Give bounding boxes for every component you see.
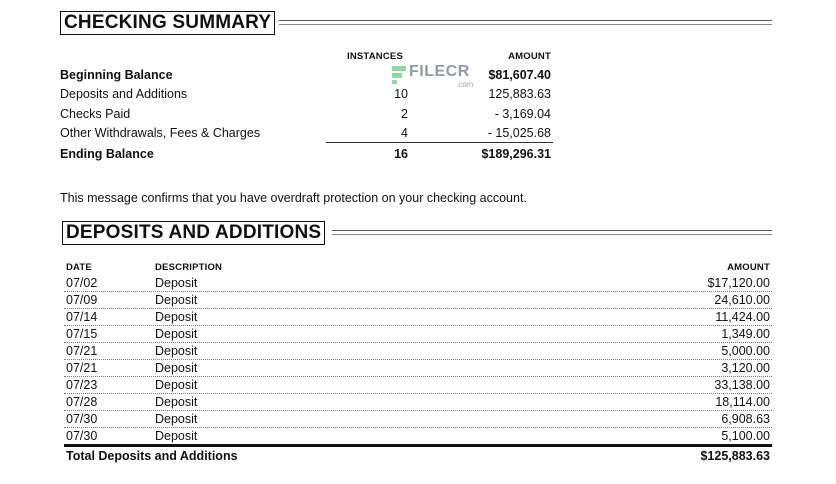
deposit-date: 07/30 <box>66 412 98 426</box>
deposit-amount: 6,908.63 <box>721 412 770 426</box>
summary-instances-deposits: 10 <box>394 87 408 101</box>
deposit-amount: 33,138.00 <box>714 378 770 392</box>
deposits-title-rule-top <box>332 230 772 231</box>
deposits-total-rule <box>64 444 772 447</box>
table-row <box>64 309 772 326</box>
deposit-date: 07/30 <box>66 429 98 443</box>
deposit-amount: 5,000.00 <box>721 344 770 358</box>
col-date-header: DATE <box>66 262 92 273</box>
deposit-description: Deposit <box>155 412 198 426</box>
summary-amount-ending: $189,296.31 <box>481 147 551 161</box>
deposit-date: 07/09 <box>66 293 98 307</box>
deposit-amount: 3,120.00 <box>721 361 770 375</box>
col-amount-header: AMOUNT <box>508 51 551 62</box>
table-row <box>64 326 772 343</box>
deposit-date: 07/15 <box>66 327 98 341</box>
table-row <box>64 275 772 292</box>
col-description-header: DESCRIPTION <box>155 262 223 273</box>
deposit-amount: 24,610.00 <box>714 293 770 307</box>
summary-instances-withdrawals: 4 <box>401 126 408 140</box>
title-rule-top <box>279 20 772 21</box>
summary-amount-beginning: $81,607.40 <box>488 68 551 82</box>
deposits-total-label: Total Deposits and Additions <box>66 449 238 463</box>
deposits-total-amount: $125,883.63 <box>700 449 770 463</box>
deposit-date: 07/14 <box>66 310 98 324</box>
deposit-amount: 5,100.00 <box>721 429 770 443</box>
deposits-title-rule-bottom <box>332 234 772 235</box>
deposit-amount: $17,120.00 <box>707 276 770 290</box>
deposit-description: Deposit <box>155 429 198 443</box>
summary-label-beginning: Beginning Balance <box>60 68 173 82</box>
deposit-description: Deposit <box>155 378 198 392</box>
deposit-date: 07/21 <box>66 361 98 375</box>
deposit-date: 07/21 <box>66 344 98 358</box>
watermark-suffix: .com <box>456 80 474 89</box>
table-row <box>64 292 772 309</box>
deposits-title: DEPOSITS AND ADDITIONS <box>62 221 325 245</box>
deposit-description: Deposit <box>155 276 198 290</box>
deposit-description: Deposit <box>155 310 198 324</box>
summary-total-rule <box>326 142 553 143</box>
summary-label-ending: Ending Balance <box>60 147 154 161</box>
col-instances-header: INSTANCES <box>347 51 403 62</box>
watermark-text: FILECR <box>409 63 470 80</box>
summary-instances-ending: 16 <box>394 147 408 161</box>
deposit-description: Deposit <box>155 344 198 358</box>
col-deposit-amount-header: AMOUNT <box>727 262 770 273</box>
deposit-description: Deposit <box>155 395 198 409</box>
filecr-logo-icon <box>392 66 406 84</box>
summary-amount-checks: - 3,169.04 <box>494 107 551 121</box>
summary-label-checks: Checks Paid <box>60 107 131 121</box>
deposit-description: Deposit <box>155 293 198 307</box>
overdraft-message: This message confirms that you have overdraft protection on your checking account. <box>60 191 527 205</box>
deposit-amount: 18,114.00 <box>715 395 770 409</box>
table-row <box>64 411 772 428</box>
summary-label-withdrawals: Other Withdrawals, Fees & Charges <box>60 126 261 140</box>
deposit-description: Deposit <box>155 361 198 375</box>
table-row <box>64 428 772 445</box>
checking-summary-title: CHECKING SUMMARY <box>60 11 275 35</box>
table-row <box>64 394 772 411</box>
deposit-description: Deposit <box>155 327 198 341</box>
deposit-amount: 11,424.00 <box>715 310 770 324</box>
summary-instances-checks: 2 <box>401 107 408 121</box>
title-rule-bottom <box>279 24 772 25</box>
summary-label-deposits: Deposits and Additions <box>60 87 188 101</box>
deposit-date: 07/23 <box>66 378 98 392</box>
table-row <box>64 343 772 360</box>
summary-amount-deposits: 125,883.63 <box>488 87 551 101</box>
summary-amount-withdrawals: - 15,025.68 <box>487 126 551 140</box>
deposit-amount: 1,349.00 <box>721 327 770 341</box>
table-row <box>64 360 772 377</box>
table-row <box>64 377 772 394</box>
deposit-date: 07/02 <box>66 276 98 290</box>
deposit-date: 07/28 <box>66 395 98 409</box>
